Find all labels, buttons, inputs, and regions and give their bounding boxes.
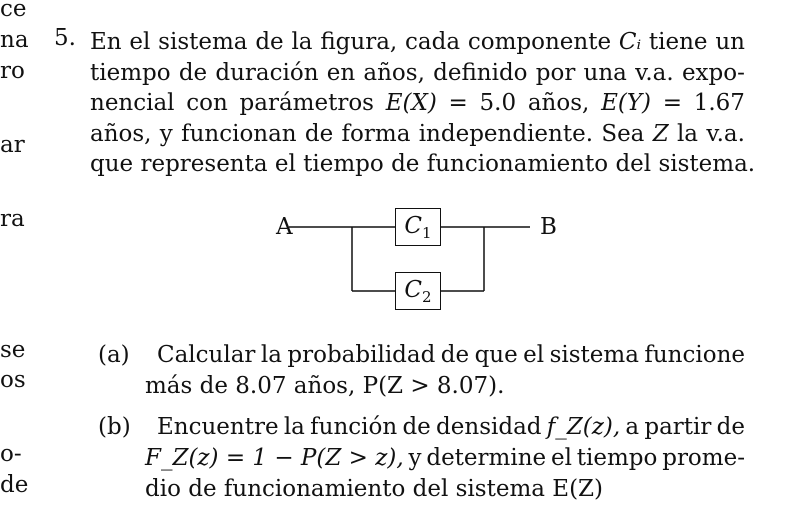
word: forma bbox=[341, 120, 411, 147]
math-cdf: F_Z(z) = 1 − P(Z > z), bbox=[145, 445, 404, 471]
statement-line bbox=[90, 119, 745, 150]
word: = bbox=[662, 90, 682, 117]
word: de bbox=[716, 414, 745, 440]
word: figura, bbox=[320, 29, 398, 55]
word: partir bbox=[644, 414, 712, 440]
word: expo- bbox=[681, 59, 745, 86]
math-ci: Cᵢ bbox=[618, 29, 642, 55]
component-c2-letter: C bbox=[404, 277, 423, 303]
margin-fragment: ar bbox=[0, 132, 25, 158]
margin-fragment: na bbox=[0, 27, 29, 53]
component-c2-box bbox=[395, 272, 441, 310]
math-z: Z bbox=[652, 120, 669, 147]
word: sistema bbox=[158, 29, 248, 55]
part-line bbox=[145, 371, 745, 402]
word: un bbox=[715, 29, 745, 55]
margin-fragment: de bbox=[0, 472, 29, 498]
word: independiente. bbox=[418, 120, 594, 147]
word: sistema bbox=[549, 342, 639, 368]
word: componente bbox=[467, 29, 612, 55]
word: que bbox=[474, 342, 518, 368]
word: por bbox=[535, 59, 576, 86]
word: tiempo bbox=[90, 59, 171, 86]
line-text: más de 8.07 años, P(Z > 8.07). bbox=[145, 373, 505, 399]
word: de bbox=[440, 342, 470, 368]
word: tiene bbox=[648, 29, 708, 55]
word: de bbox=[255, 29, 284, 55]
word: tiempo bbox=[576, 445, 658, 471]
word: el bbox=[550, 445, 572, 471]
word: el bbox=[523, 342, 545, 368]
part-a-body bbox=[145, 340, 745, 402]
word: de bbox=[304, 120, 334, 147]
part-a bbox=[98, 340, 748, 410]
part-line bbox=[157, 340, 745, 371]
word: nencial bbox=[90, 90, 175, 117]
margin-fragment: ra bbox=[0, 206, 25, 232]
part-line bbox=[157, 412, 745, 443]
word: v.a. bbox=[635, 59, 674, 86]
part-line bbox=[145, 443, 745, 474]
word: 1.67 bbox=[693, 90, 745, 117]
word: prome- bbox=[662, 445, 745, 471]
word: función bbox=[310, 414, 398, 440]
word: funcione bbox=[644, 342, 745, 368]
word: v.a. bbox=[706, 120, 745, 147]
word: años, bbox=[527, 90, 590, 117]
component-c1-box bbox=[395, 208, 441, 246]
line-text: dio de funcionamiento del sistema E(Z) bbox=[145, 476, 603, 502]
word: la bbox=[260, 342, 282, 368]
word: probabilidad bbox=[287, 342, 436, 368]
statement-line bbox=[90, 27, 745, 58]
part-b-body bbox=[145, 412, 745, 505]
node-label-b: B bbox=[540, 214, 557, 240]
word: y bbox=[159, 120, 173, 147]
word: densidad bbox=[436, 414, 542, 440]
word: una bbox=[583, 59, 627, 86]
word: la bbox=[283, 414, 305, 440]
word: con bbox=[186, 90, 228, 117]
word: En bbox=[90, 29, 122, 55]
word: duración bbox=[215, 59, 319, 86]
problem-number: 5. bbox=[54, 25, 76, 51]
word: el bbox=[129, 29, 151, 55]
word: de bbox=[178, 59, 208, 86]
margin-fragment: se bbox=[0, 337, 26, 363]
part-b bbox=[98, 412, 748, 508]
word: años, bbox=[363, 59, 425, 86]
word: 5.0 bbox=[479, 90, 517, 117]
statement-line bbox=[90, 88, 745, 119]
component-c1-sub: 1 bbox=[422, 224, 432, 242]
line-text: que representa el tiempo de funcionamiento del sistema. bbox=[90, 151, 756, 178]
word: Calcular bbox=[157, 342, 256, 368]
word: Encuentre bbox=[157, 414, 279, 440]
word: parámetros bbox=[239, 90, 374, 117]
statement-line bbox=[90, 58, 745, 89]
math-ex: E(X) bbox=[385, 90, 437, 117]
node-label-a: A bbox=[276, 214, 293, 240]
part-line bbox=[145, 474, 745, 505]
part-b-tag: (b) bbox=[98, 414, 131, 440]
margin-fragment: o- bbox=[0, 441, 22, 467]
component-c2-sub: 2 bbox=[422, 288, 432, 306]
word: la bbox=[676, 120, 699, 147]
margin-fragment: ce bbox=[0, 0, 27, 22]
math-ey: E(Y) bbox=[601, 90, 651, 117]
word: a bbox=[625, 414, 640, 440]
word: de bbox=[402, 414, 431, 440]
word: determine bbox=[426, 445, 547, 471]
word: en bbox=[326, 59, 356, 86]
word: = bbox=[448, 90, 468, 117]
problem-statement bbox=[90, 27, 756, 180]
word: definido bbox=[433, 59, 528, 86]
word: funcionan bbox=[181, 120, 297, 147]
math-fz: f_Z(z), bbox=[546, 414, 621, 440]
component-c1-letter: C bbox=[404, 213, 423, 239]
word: Sea bbox=[601, 120, 645, 147]
word: y bbox=[408, 445, 422, 471]
word: años, bbox=[90, 120, 152, 147]
margin-fragment: os bbox=[0, 367, 26, 393]
word: cada bbox=[405, 29, 461, 55]
margin-fragment: ro bbox=[0, 58, 25, 84]
word: la bbox=[291, 29, 313, 55]
statement-line bbox=[90, 149, 756, 180]
part-a-tag: (a) bbox=[98, 342, 130, 368]
